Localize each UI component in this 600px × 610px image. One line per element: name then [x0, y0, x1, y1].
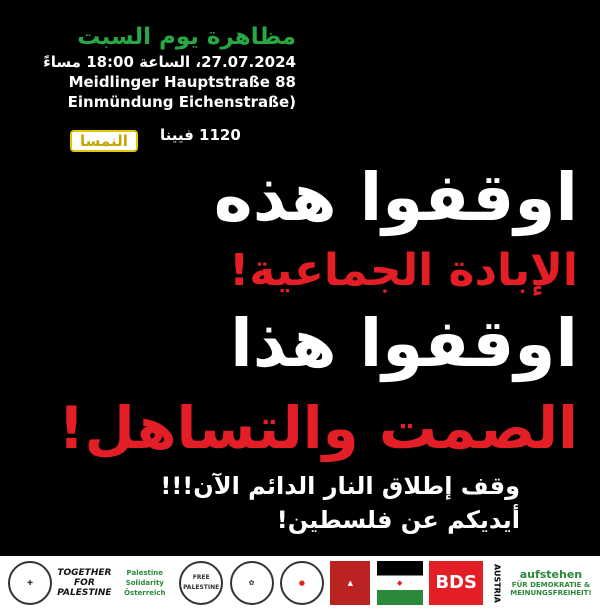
aufstehen-text: aufstehen [519, 568, 583, 581]
red-square-logo-icon: ▲ [330, 561, 370, 605]
free-palestine-logo [179, 561, 223, 605]
together-for-palestine-text: TOGETHER FOR PALESTINE [57, 568, 112, 598]
palestine-solidarity-logo [117, 561, 173, 605]
aufstehen-subtext: FÜR DEMOKRATIE & MEINUNGSFREIHEIT! [510, 581, 592, 597]
event-address-line1: Meidlinger Hauptstraße 88 [68, 73, 296, 91]
subline-line2: أيديكم عن فلسطين! [276, 506, 520, 534]
palestine-solidarity-text: Palestine Solidarity Österreich [124, 569, 166, 597]
medical-cross-logo-icon: ✚ [8, 561, 52, 605]
bds-logo [429, 561, 483, 605]
free-palestine-text: FREE PALESTINE [183, 574, 220, 591]
austria-badge: النمسا [70, 130, 138, 152]
event-title: مظاهرة يوم السبت [77, 24, 296, 50]
event-info [26, 22, 296, 112]
headline-line4: الصمت والتساهل! [58, 394, 578, 462]
flag-stripe-logo-icon: ◆ [377, 561, 423, 605]
subline-line1: وقف إطلاق النار الدائم الآن!!! [160, 472, 520, 500]
red-circle-emblem-icon: ● [280, 561, 324, 605]
event-address-line2: Einmündung Eichenstraße) [67, 93, 296, 111]
round-emblem-logo-icon: ✿ [230, 561, 274, 605]
event-date: 27.07.2024، الساعة 18:00 مساءً [43, 53, 296, 71]
event-city: 1120 فيينا [160, 126, 241, 144]
headline-line3: اوقفوا هذا [230, 305, 578, 382]
sponsor-logos-strip [0, 556, 600, 610]
together-for-palestine-logo [58, 561, 110, 605]
headline-line2: الإبادة الجماعية! [229, 245, 578, 296]
aufstehen-logo [510, 561, 592, 605]
bds-text: BDS [435, 572, 477, 593]
headline-line1: اوقفوا هذه [213, 159, 578, 236]
bds-austria-label: AUSTRIA [492, 563, 502, 603]
